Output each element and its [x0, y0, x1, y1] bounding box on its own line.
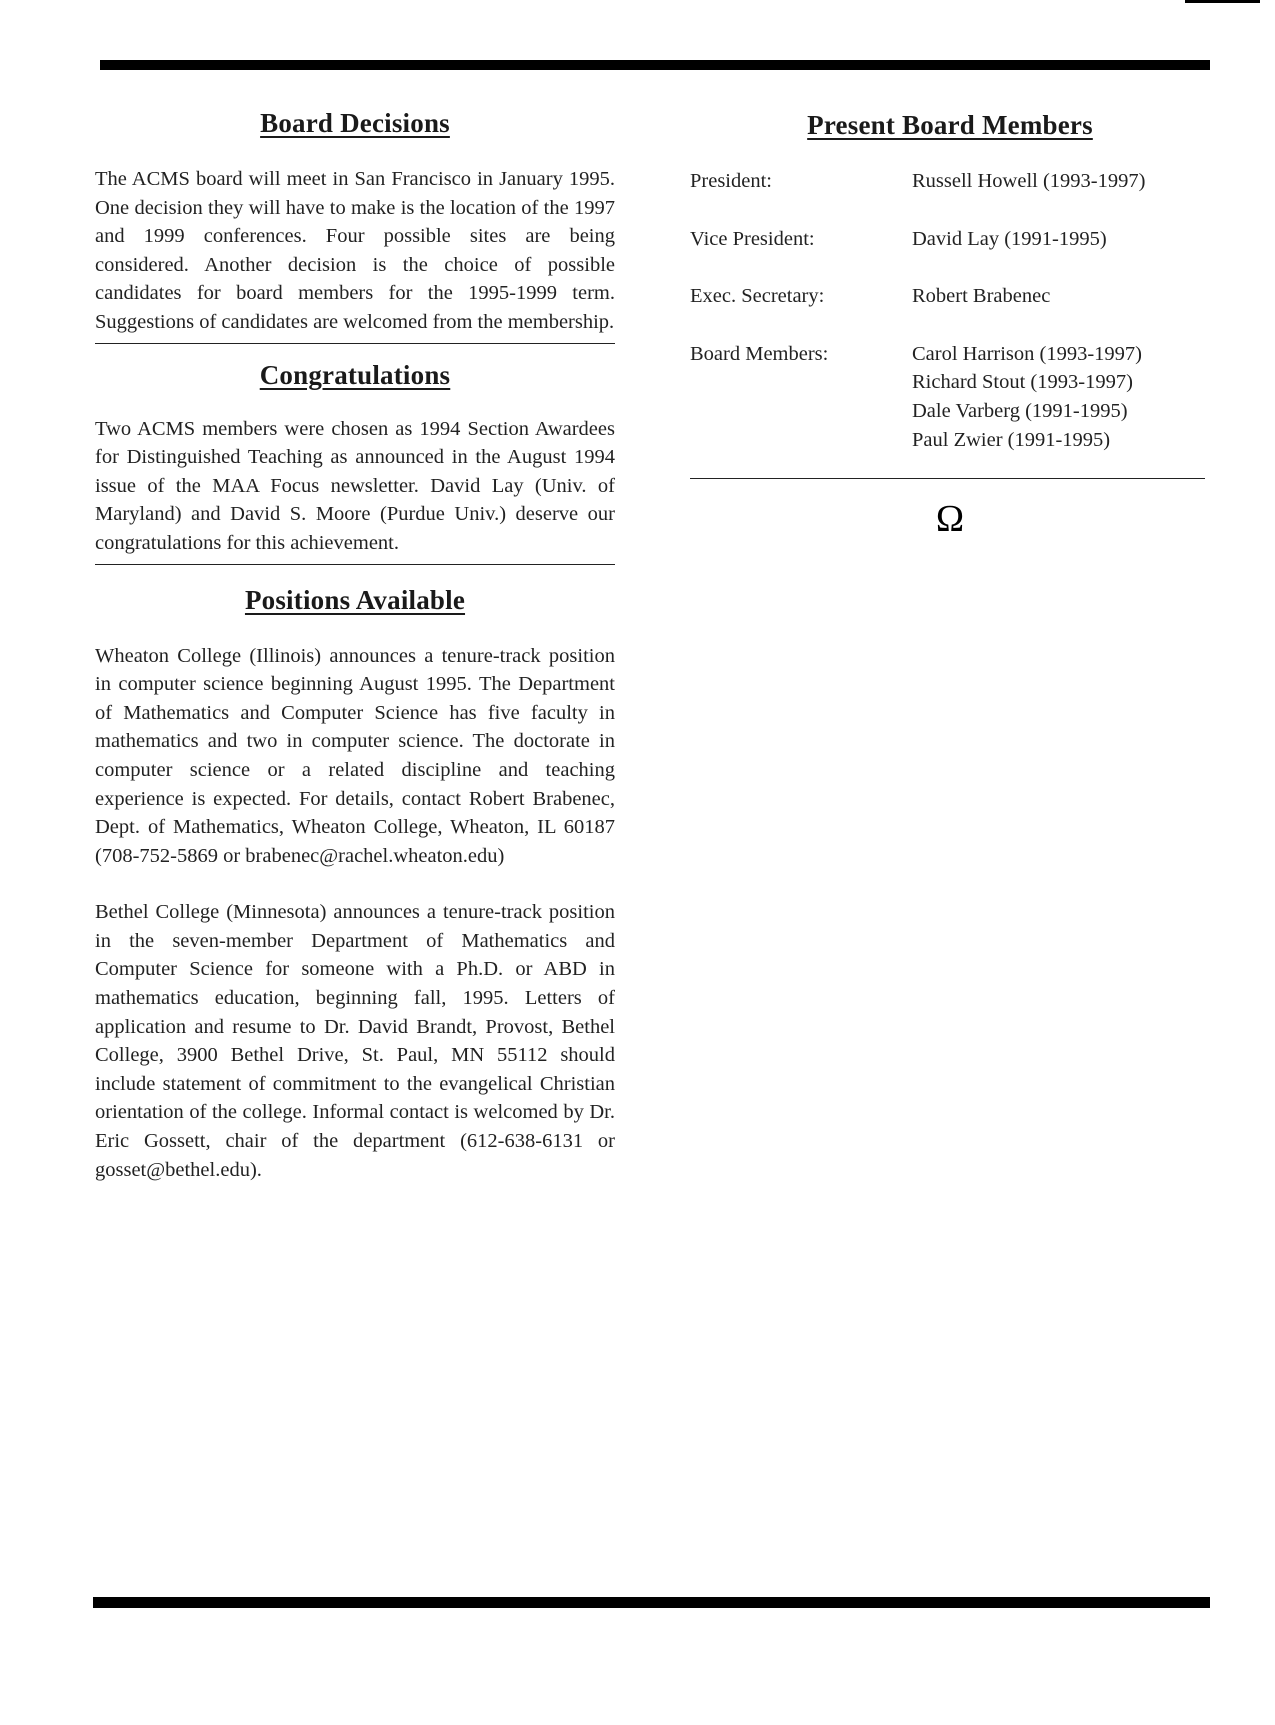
board-role-label: President:: [690, 170, 772, 192]
present-board-members-heading: Present Board Members: [807, 110, 1093, 140]
board-member-name: Richard Stout (1993-1997): [912, 371, 1133, 394]
board-row-board-members: [690, 340, 1210, 454]
board-role-label: Vice President:: [690, 227, 815, 250]
board-member-name: Robert Brabenec: [912, 285, 1051, 308]
right-column: [690, 110, 1210, 541]
position-listing-wheaton: Wheaton College (Illinois) announces a tenure-track position in computer science beginning August 1995. The Department of Mathematics and Computer Science has five faculty in mathematics and two in computer science. The doctorate in computer science or a related discipline and teaching experience is expected. For details, contact Robert Brabenec, Dept. of Mathematics, Wheaton College, Wheaton, IL 60187 (708-752-5869 or brabenec@rachel.wheaton.edu): [95, 644, 615, 867]
board-decisions-section: [95, 108, 615, 344]
congratulations-section: [95, 360, 615, 565]
position-listing-bethel: Bethel College (Minnesota) announces a tenure-track position in the seven-member Department of Mathematics and Computer Science for someone with a Ph.D. or ABD in mathematics education, beginning fall, 1995. Letters of application and resume to Dr. David Brandt, Provost, Bethel College, 3900 Bethel Drive, St. Paul, MN 55112 should include statement of commitment to the evangelical Christian orientation of the college. Informal contact is welcomed by Dr. Eric Gossett, chair of the department (612-638-6131 or gosset@bethel.edu).: [95, 901, 615, 1181]
board-decisions-body: The ACMS board will meet in San Francisco in January 1995. One decision they will have to make is the location of the 1997 and 1999 conferences. Four possible sites are being considered. Another decision is the choice of possible candidates for board members for the 1995-1999 term. Suggestions of candidates are welcomed from the membership.: [95, 168, 615, 333]
board-decisions-heading: Board Decisions: [260, 108, 450, 138]
bottom-rule: [93, 1597, 1210, 1608]
board-member-name: Carol Harrison (1993-1997): [912, 342, 1143, 365]
congratulations-heading: Congratulations: [259, 359, 451, 390]
present-board-members-section: [690, 110, 1210, 479]
board-member-name: Dale Varberg (1991-1995): [912, 399, 1128, 422]
section-divider: [95, 343, 615, 344]
congratulations-body: Two ACMS members were chosen as 1994 Section Awardees for Distinguished Teaching as announced in the August 1994 issue of the MAA Focus newsletter. David Lay (Univ. of Maryland) and David S. Moore (Purdue Univ.) deserve our congratulations for this achievement.: [95, 417, 615, 554]
top-rule: [100, 60, 1210, 70]
board-row-president: [690, 167, 1210, 196]
left-column: [95, 108, 615, 1184]
section-divider: [95, 564, 615, 565]
board-row-exec-secretary: [690, 282, 1210, 311]
board-member-name: Paul Zwier (1991-1995): [912, 428, 1111, 451]
board-role-label: Exec. Secretary:: [690, 285, 825, 308]
positions-available-heading: Positions Available: [244, 584, 466, 615]
positions-available-section: [95, 585, 615, 1185]
section-divider: [690, 478, 1205, 479]
board-role-label: Board Members:: [690, 342, 829, 365]
corner-scan-mark: [1185, 0, 1260, 3]
omega-end-mark-icon: Ω: [935, 498, 965, 541]
board-member-name: Russell Howell (1993-1997): [912, 170, 1146, 192]
board-row-vice-president: [690, 225, 1210, 254]
board-member-name: David Lay (1991-1995): [912, 227, 1107, 250]
